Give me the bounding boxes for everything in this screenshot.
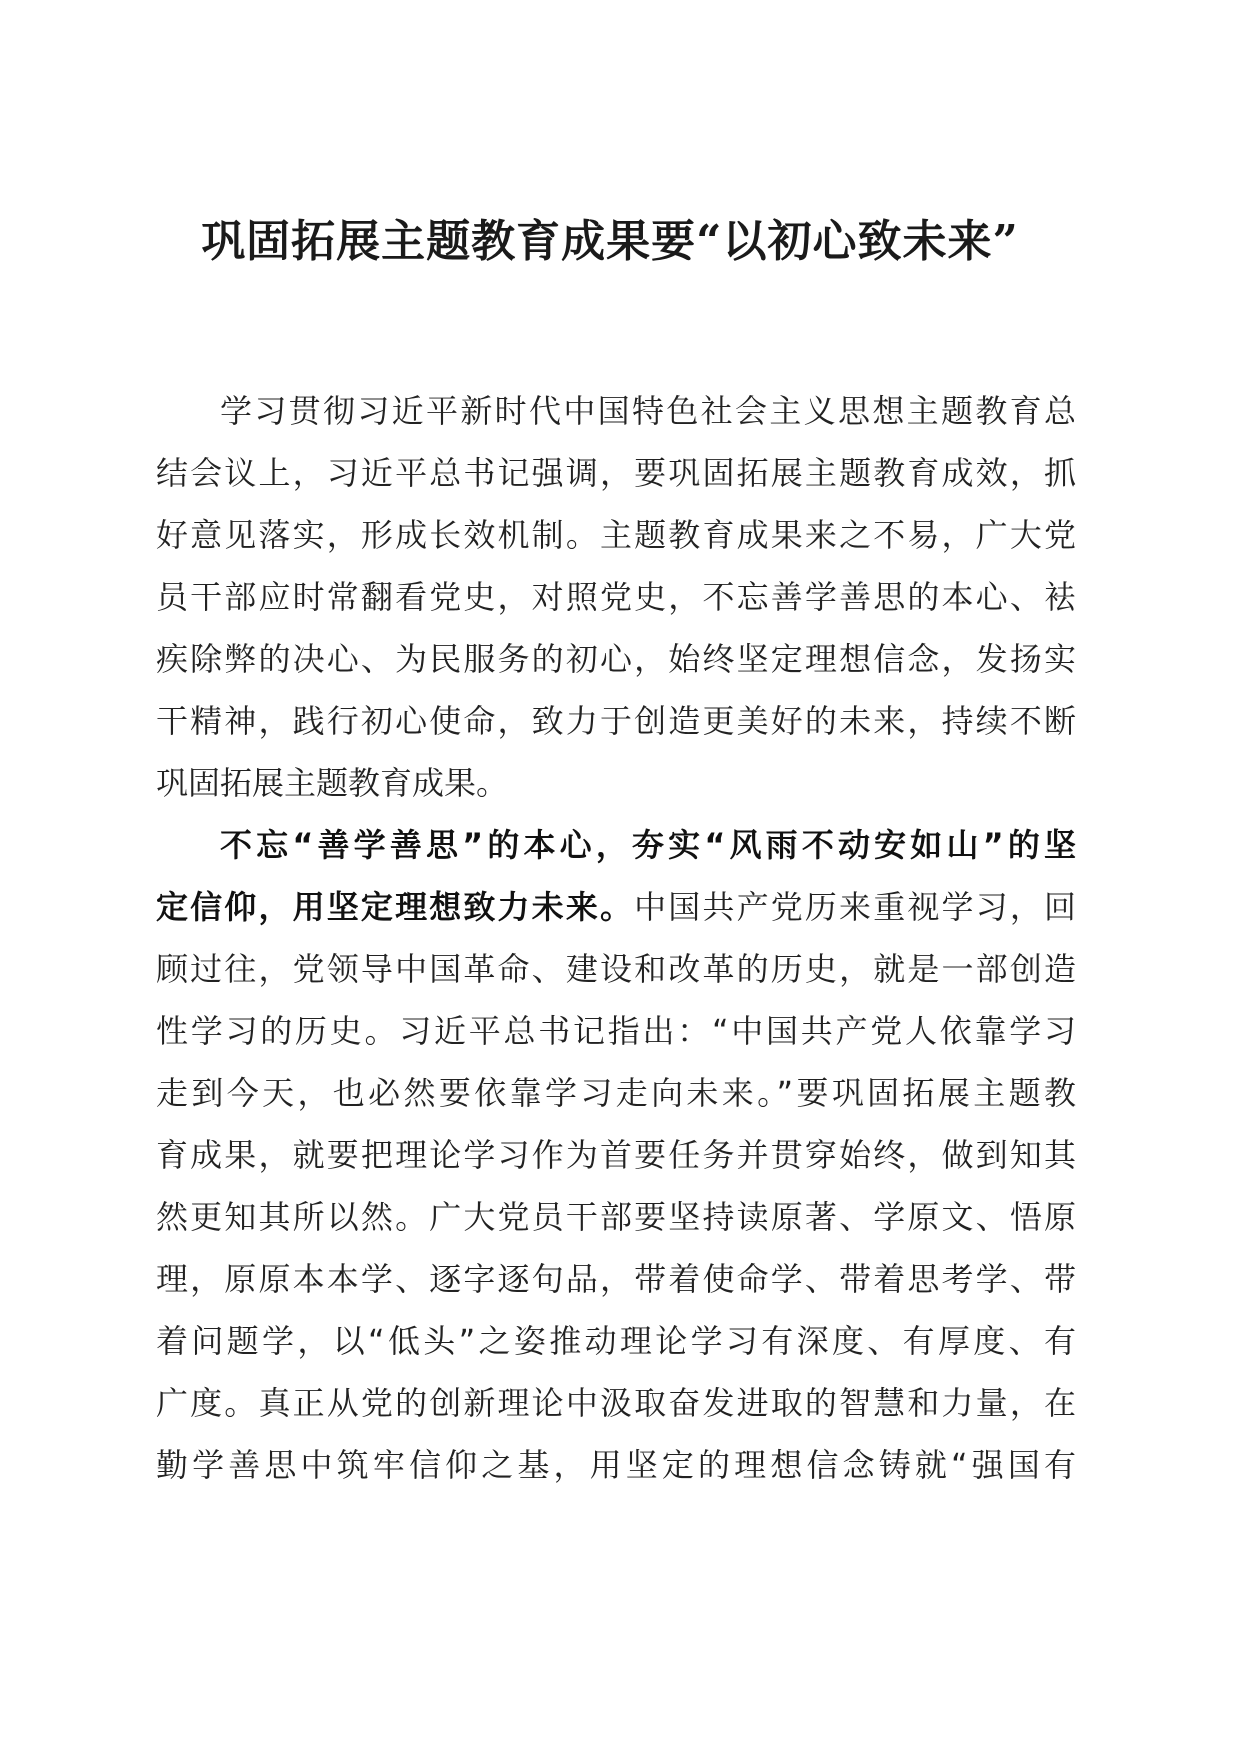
paragraph1-line: 好意见落实，形成长效机制。主题教育成果来之不易，广大党 [156,516,1076,554]
paragraph1-line: 疾除弊的决心、为民服务的初心，始终坚定理想信念，发扬实 [156,640,1076,678]
paragraph2-line: 性学习的历史。习近平总书记指出：“中国共产党人依靠学习 [156,1012,1076,1050]
paragraph2-line: 育成果，就要把理论学习作为首要任务并贯穿始终，做到知其 [156,1136,1076,1174]
paragraph2-line: 理，原原本本学、逐字逐句品，带着使命学、带着思考学、带 [156,1260,1076,1298]
document-title: 巩固拓展主题教育成果要“以初心致未来” [201,216,1019,267]
paragraph2-line: 走到今天，也必然要依靠学习走向未来。”要巩固拓展主题教 [156,1074,1076,1112]
paragraph2-line-rest: 中国共产党历来重视学习，回 [634,888,1076,926]
paragraph1-line: 干精神，践行初心使命，致力于创造更美好的未来，持续不断 [156,702,1076,740]
paragraph1-line: 结会议上，习近平总书记强调，要巩固拓展主题教育成效，抓 [156,454,1076,492]
paragraph2-heading-end: 定信仰，用坚定理想致力未来。 [156,888,635,926]
paragraph2-heading-line: 不忘“善学善思”的本心，夯实“风雨不动安如山”的坚 [220,826,1076,864]
paragraph2-line: 广度。真正从党的创新理论中汲取奋发进取的智慧和力量，在 [156,1384,1076,1422]
document-body [156,380,1076,1496]
paragraph1-line: 学习贯彻习近平新时代中国特色社会主义思想主题教育总 [220,392,1076,430]
paragraph2-mixed-line [156,876,1076,938]
paragraph1-line: 巩固拓展主题教育成果。 [156,764,509,802]
paragraph2-line: 勤学善思中筑牢信仰之基，用坚定的理想信念铸就“强国有 [156,1446,1076,1484]
paragraph1-line: 员干部应时常翻看党史，对照党史，不忘善学善思的本心、袪 [156,578,1076,616]
paragraph2-line: 顾过往，党领导中国革命、建设和改革的历史，就是一部创造 [156,950,1076,988]
paragraph2-line: 然更知其所以然。广大党员干部要坚持读原著、学原文、悟原 [156,1198,1076,1236]
paragraph2-line: 着问题学，以“低头”之姿推动理论学习有深度、有厚度、有 [156,1322,1076,1360]
